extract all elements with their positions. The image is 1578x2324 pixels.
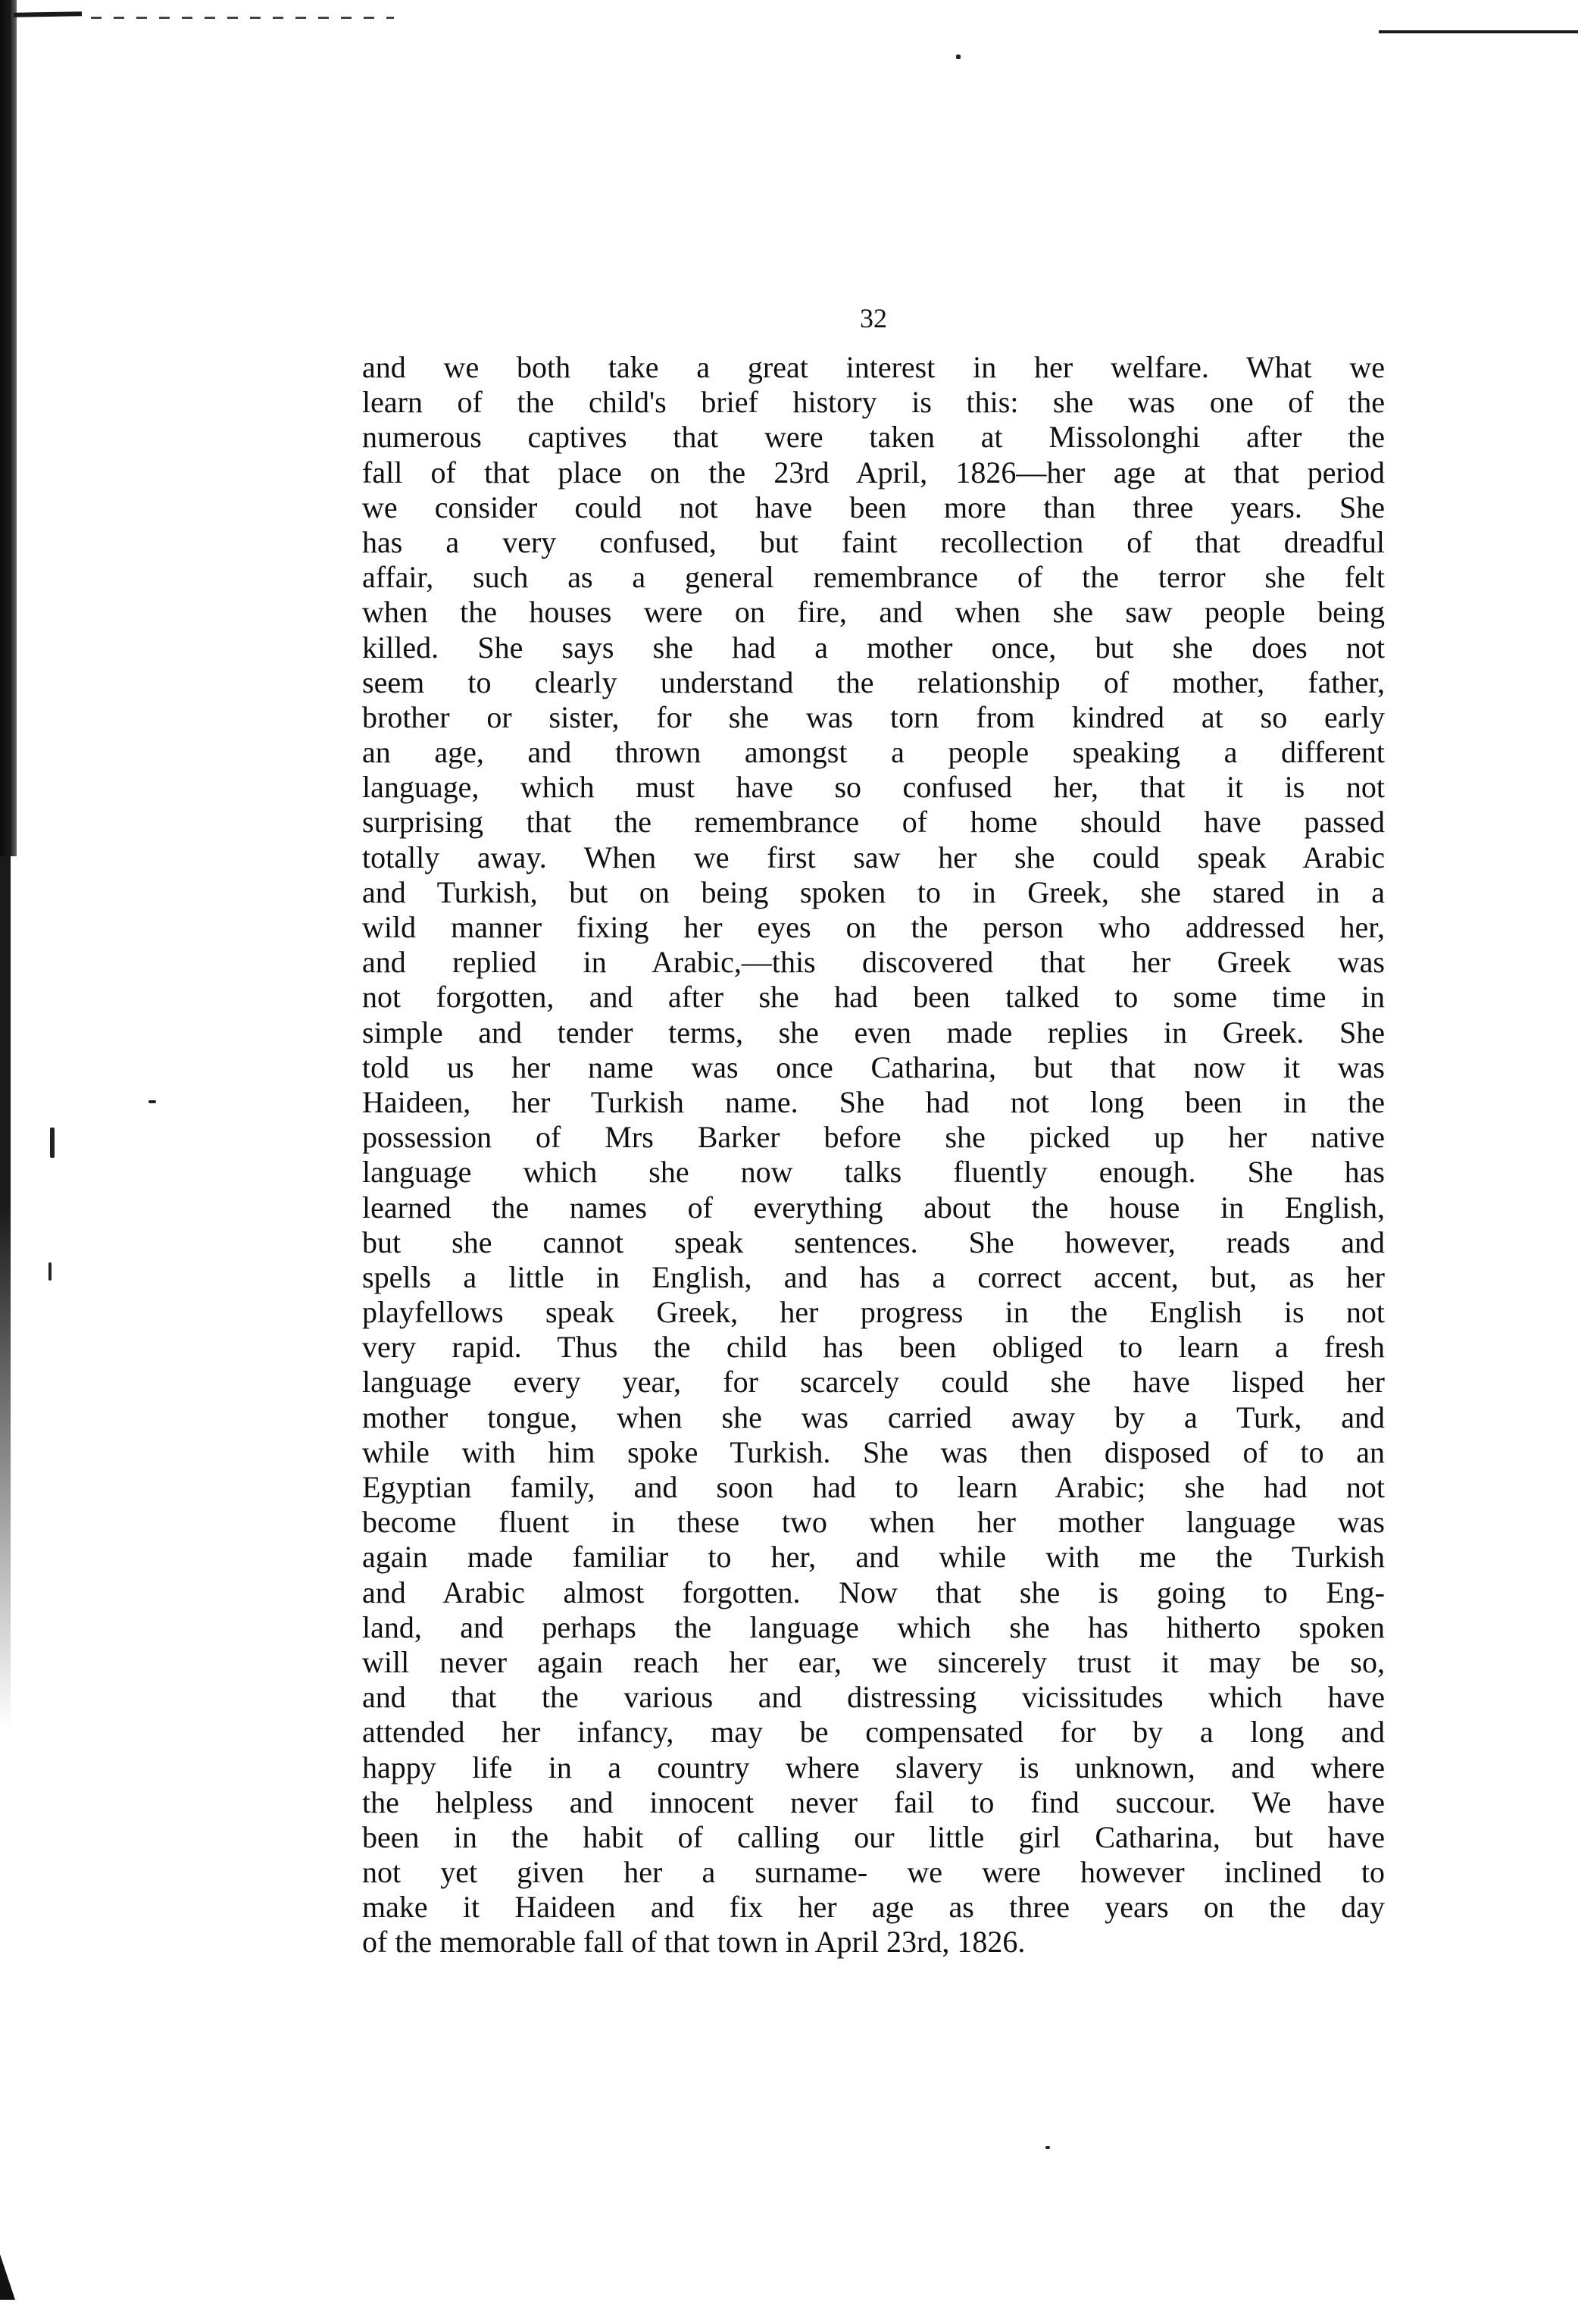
text-line: language which she now talks fluently enough. She has <box>362 1155 1385 1190</box>
text-line: fall of that place on the 23rd April, 1826—her age at that period <box>362 455 1385 490</box>
text-line: attended her infancy, may be compensated for by a long and <box>362 1715 1385 1750</box>
text-line: we consider could not have been more than three years. She <box>362 490 1385 524</box>
text-line: not yet given her a surname- we were however inclined to <box>362 1855 1385 1890</box>
text-line: but she cannot speak sentences. She however, reads and <box>362 1225 1385 1259</box>
scan-speck <box>50 1128 55 1158</box>
scan-speck <box>1045 2146 1050 2149</box>
text-line: learned the names of everything about the house in English, <box>362 1190 1385 1225</box>
text-line: been in the habit of calling our little girl Catharina, but have <box>362 1819 1385 1854</box>
body-paragraph <box>362 350 1385 1960</box>
text-line: and Arabic almost forgotten. Now that she is going to Eng- <box>362 1575 1385 1609</box>
text-line: numerous captives that were taken at Missolonghi after the <box>362 420 1385 455</box>
text-line: again made familiar to her, and while with me the Turkish <box>362 1540 1385 1575</box>
text-line: not forgotten, and after she had been talked to some time in <box>362 980 1385 1015</box>
text-line: when the houses were on fire, and when she saw people being <box>362 595 1385 630</box>
text-line: brother or sister, for she was torn from kindred at so early <box>362 699 1385 734</box>
text-line: learn of the child's brief history is this: she was one of the <box>362 385 1385 420</box>
text-line: and Turkish, but on being spoken to in Greek, she stared in a <box>362 874 1385 909</box>
book-page <box>362 303 1385 1960</box>
text-line: and we both take a great interest in her welfare. What we <box>362 350 1385 384</box>
text-line: simple and tender terms, she even made replies in Greek. She <box>362 1015 1385 1049</box>
text-line: an age, and thrown amongst a people speaking a different <box>362 735 1385 770</box>
page-number: 32 <box>860 303 887 333</box>
text-line: killed. She says she had a mother once, but she does not <box>362 630 1385 665</box>
scan-edge-left <box>0 0 17 856</box>
scan-dashes-top <box>91 17 394 19</box>
scan-mark-top-left <box>14 11 82 17</box>
text-line: totally away. When we first saw her she could speak Arabic <box>362 840 1385 874</box>
text-line: will never again reach her ear, we sincerely trust it may be so, <box>362 1644 1385 1679</box>
text-line: the helpless and innocent never fail to find succour. We have <box>362 1784 1385 1819</box>
scan-mark-bottom-left <box>0 2254 30 2300</box>
scan-edge-left-lower <box>0 856 11 1728</box>
text-line: of the memorable fall of that town in April 23rd, 1826. <box>362 1925 1026 1960</box>
scan-speck <box>956 55 961 59</box>
text-line: while with him spoke Turkish. She was then disposed of to an <box>362 1434 1385 1469</box>
text-line: language, which must have so confused her, that it is not <box>362 770 1385 805</box>
text-line: seem to clearly understand the relationship of mother, father, <box>362 665 1385 699</box>
text-line: language every year, for scarcely could she have lisped her <box>362 1365 1385 1400</box>
text-line: wild manner fixing her eyes on the person who addressed her, <box>362 910 1385 944</box>
text-line: spells a little in English, and has a correct accent, but, as her <box>362 1259 1385 1294</box>
text-line: affair, such as a general remembrance of the terror she felt <box>362 560 1385 595</box>
text-line: and that the various and distressing vicissitudes which have <box>362 1680 1385 1715</box>
text-line: make it Haideen and fix her age as three years on the day <box>362 1890 1385 1925</box>
text-line: has a very confused, but faint recollection of that dreadful <box>362 524 1385 559</box>
text-line: mother tongue, when she was carried away by a Turk, and <box>362 1400 1385 1434</box>
text-line: happy life in a country where slavery is unknown, and where <box>362 1750 1385 1784</box>
text-line: become fluent in these two when her mother language was <box>362 1505 1385 1540</box>
text-line: Haideen, her Turkish name. She had not long been in the <box>362 1084 1385 1119</box>
text-line: Egyptian family, and soon had to learn Arabic; she had not <box>362 1470 1385 1504</box>
scan-speck <box>148 1100 156 1103</box>
text-line: land, and perhaps the language which she has hitherto spoken <box>362 1609 1385 1644</box>
text-line: playfellows speak Greek, her progress in the English is not <box>362 1295 1385 1330</box>
text-line: surprising that the remembrance of home should have passed <box>362 805 1385 840</box>
scan-mark-top-right <box>1379 30 1578 33</box>
text-line: very rapid. Thus the child has been obliged to learn a fresh <box>362 1330 1385 1365</box>
scan-speck <box>48 1262 52 1281</box>
text-line: told us her name was once Catharina, but that now it was <box>362 1049 1385 1084</box>
text-line: possession of Mrs Barker before she picked up her native <box>362 1120 1385 1155</box>
text-line: and replied in Arabic,—this discovered that her Greek was <box>362 945 1385 980</box>
